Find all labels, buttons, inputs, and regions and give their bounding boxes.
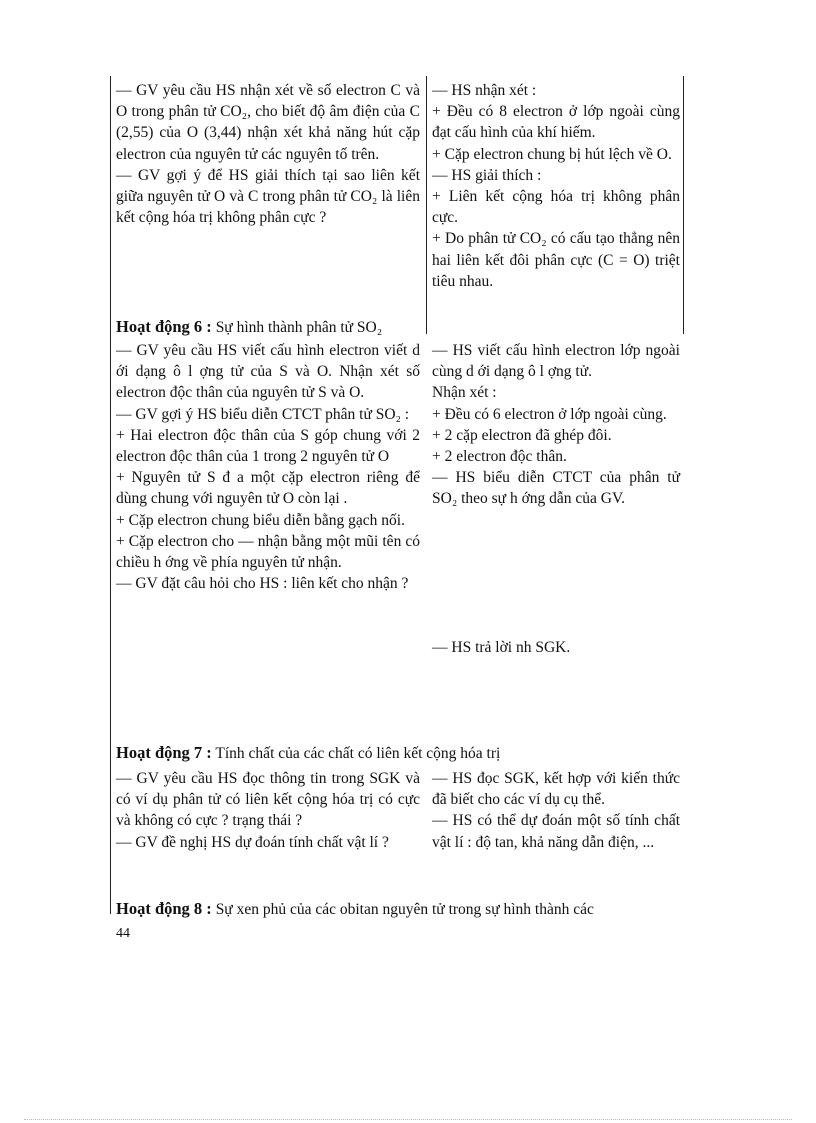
- page-bottom-rule: [24, 1119, 792, 1120]
- student-column-answer: [432, 637, 680, 658]
- student-step: + 2 cặp electron đã ghép đôi.: [432, 426, 612, 444]
- student-step: — HS biểu diễn CTCT của phân tử SO₂ theo sự h ớng dẫn của GV.: [432, 469, 680, 508]
- student-column: [432, 340, 680, 510]
- student-step: — HS đọc SGK, kết hợp với kiến thức đã biết cho các ví dụ cụ thể.: [432, 770, 680, 809]
- student-step: + Đều có 8 electron ở lớp ngoài cùng đạt cấu hình của khí hiếm.: [432, 103, 680, 142]
- teacher-step: — GV yêu cầu HS viết cấu hình electron viết d ới dạng ô l ợng tử của S và O. Nhận xét số electron độc thân của nguyên tử S và O.: [116, 342, 420, 402]
- teacher-column: [116, 340, 420, 594]
- teacher-step: + Cặp electron cho — nhận bằng một mũi tên có chiều h ớng về phía nguyên tử nhận.: [116, 532, 420, 572]
- teacher-step: — GV đề nghị HS dự đoán tính chất vật lí ?: [116, 833, 389, 851]
- teacher-step: — GV yêu cầu HS đọc thông tin trong SGK và có ví dụ phân tử có liên kết cộng hóa trị có cực và không có cực ? trạng thái ?: [116, 770, 420, 830]
- teacher-column: [116, 768, 420, 853]
- activity-title: Tính chất của các chất có liên kết cộng hóa trị: [211, 745, 501, 762]
- activity-heading-6: [116, 316, 696, 338]
- table-left-border: [110, 76, 111, 914]
- student-step: + Do phân tử CO₂ có cấu tạo thẳng nên hai liên kết đôi phân cực (C = O) triệt tiêu nhau.: [432, 230, 680, 290]
- teacher-step: — GV gợi ý HS biểu diễn CTCT phân tử SO₂ :: [116, 405, 410, 423]
- activity-title: Sự xen phủ của các obitan nguyên tử trong sự hình thành các: [211, 901, 594, 918]
- teacher-step: — GV đặt câu hỏi cho HS : liên kết cho nhận ?: [116, 575, 409, 593]
- page-number: 44: [116, 926, 130, 941]
- student-column: [432, 768, 680, 853]
- activity-label: Hoạt động 8 :: [116, 899, 212, 918]
- teacher-step: — GV gợi ý để HS giải thích tại sao liên kết giữa nguyên tử O và C trong phân tử CO₂ là liên kết cộng hóa trị không phân cực ?: [116, 166, 420, 227]
- student-step: + Đều có 6 electron ở lớp ngoài cùng.: [432, 405, 667, 423]
- student-step: Nhận xét :: [432, 384, 497, 402]
- student-column: [432, 80, 680, 292]
- table-right-border: [683, 76, 684, 334]
- table-column-divider: [426, 76, 427, 334]
- student-step: — HS viết cấu hình electron lớp ngoài cùng d ới dạng ô l ợng tử.: [432, 342, 680, 381]
- teacher-step: + Nguyên tử S đ a một cặp electron riêng để dùng chung với nguyên tử O còn lại .: [116, 469, 420, 508]
- teacher-step: — GV yêu cầu HS nhận xét về số electron C và O trong phân tử CO₂, cho biết độ âm điện của C (2,55) của O (3,44) nhận xét khả năng hút cặp electron của nguyên tử các nguyên tố trên.: [116, 82, 420, 163]
- student-step: + Cặp electron chung bị hút lệch về O.: [432, 145, 672, 163]
- student-step: + 2 electron độc thân.: [432, 448, 567, 466]
- activity-label: Hoạt động 6 :: [116, 317, 212, 336]
- student-step: — HS nhận xét :: [432, 82, 537, 99]
- student-step: + Liên kết cộng hóa trị không phân cực.: [432, 188, 680, 227]
- teacher-column: [116, 80, 420, 228]
- teacher-step: + Hai electron độc thân của S góp chung với 2 electron độc thân của 1 trong 2 nguyên tử O: [116, 426, 420, 466]
- teacher-step: + Cặp electron chung biểu diễn bằng gạch nối.: [116, 511, 405, 529]
- student-step: — HS giải thích :: [432, 166, 542, 184]
- activity-label: Hoạt động 7 :: [116, 743, 212, 762]
- activity-heading-7: [116, 742, 696, 764]
- student-step: — HS trả lời nh SGK.: [432, 639, 571, 656]
- activity-heading-8: [116, 898, 696, 920]
- student-step: — HS có thể dự đoán một số tính chất vật lí : độ tan, khả năng dẫn điện, ...: [432, 812, 680, 851]
- activity-title: Sự hình thành phân tử SO₂: [211, 319, 383, 336]
